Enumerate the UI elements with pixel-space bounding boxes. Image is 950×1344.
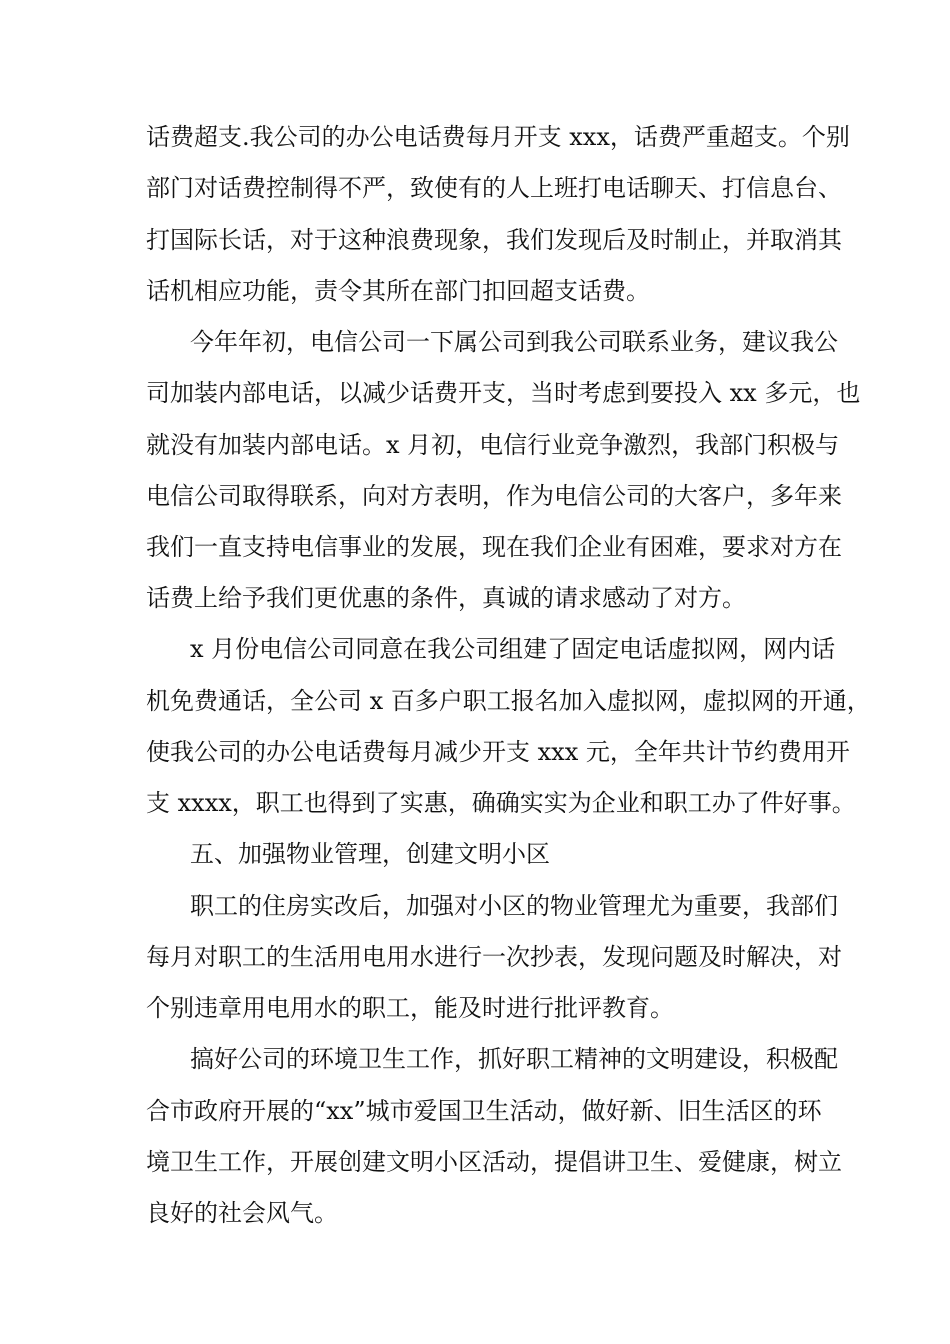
text-line: 电信公司取得联系，向对方表明，作为电信公司的大客户，多年来 [146,482,842,510]
text-line: 合市政府开展的“xx”城市爱国卫生活动，做好新、旧生活区的环 [146,1097,822,1125]
paragraph-first-line: 职工的住房实改后，加强对小区的物业管理尤为重要，我部们 [190,892,838,920]
text-line: 话费上给予我们更优惠的条件，真诚的请求感动了对方。 [146,584,746,612]
section-heading: 五、加强物业管理，创建文明小区 [190,840,550,868]
text-line: 支 xxxx，职工也得到了实惠，确确实实为企业和职工办了件好事。 [146,789,856,817]
text-line: 司加装内部电话，以减少话费开支，当时考虑到要投入 xx 多元，也 [146,379,861,407]
text-line: 打国际长话，对于这种浪费现象，我们发现后及时制止，并取消其 [146,226,842,254]
text-line: 就没有加装内部电话。x 月初，电信行业竞争激烈，我部门积极与 [146,431,840,459]
text-line: 话机相应功能，责令其所在部门扣回超支话费。 [146,277,650,305]
text-line: 每月对职工的生活用电用水进行一次抄表，发现问题及时解决，对 [146,943,842,971]
text-line: 境卫生工作，开展创建文明小区活动，提倡讲卫生、爱健康，树立 [146,1148,842,1176]
text-line: 个别违章用电用水的职工，能及时进行批评教育。 [146,994,674,1022]
paragraph-first-line: 今年年初，电信公司一下属公司到我公司联系业务，建议我公 [190,328,838,356]
paragraph-first-line: x 月份电信公司同意在我公司组建了固定电话虚拟网，网内话 [190,635,836,663]
text-line: 良好的社会风气。 [146,1199,338,1227]
text-line: 使我公司的办公电话费每月减少开支 xxx 元，全年共计节约费用开 [146,738,850,766]
text-line: 我们一直支持电信事业的发展，现在我们企业有困难，要求对方在 [146,533,842,561]
text-line: 话费超支.我公司的办公电话费每月开支 xxx，话费严重超支。个别 [146,123,850,151]
text-line: 机免费通话，全公司 x 百多户职工报名加入虚拟网，虚拟网的开通， [146,687,871,715]
text-line: 部门对话费控制得不严，致使有的人上班打电话聊天、打信息台、 [146,174,842,202]
paragraph-first-line: 搞好公司的环境卫生工作，抓好职工精神的文明建设，积极配 [190,1045,838,1073]
